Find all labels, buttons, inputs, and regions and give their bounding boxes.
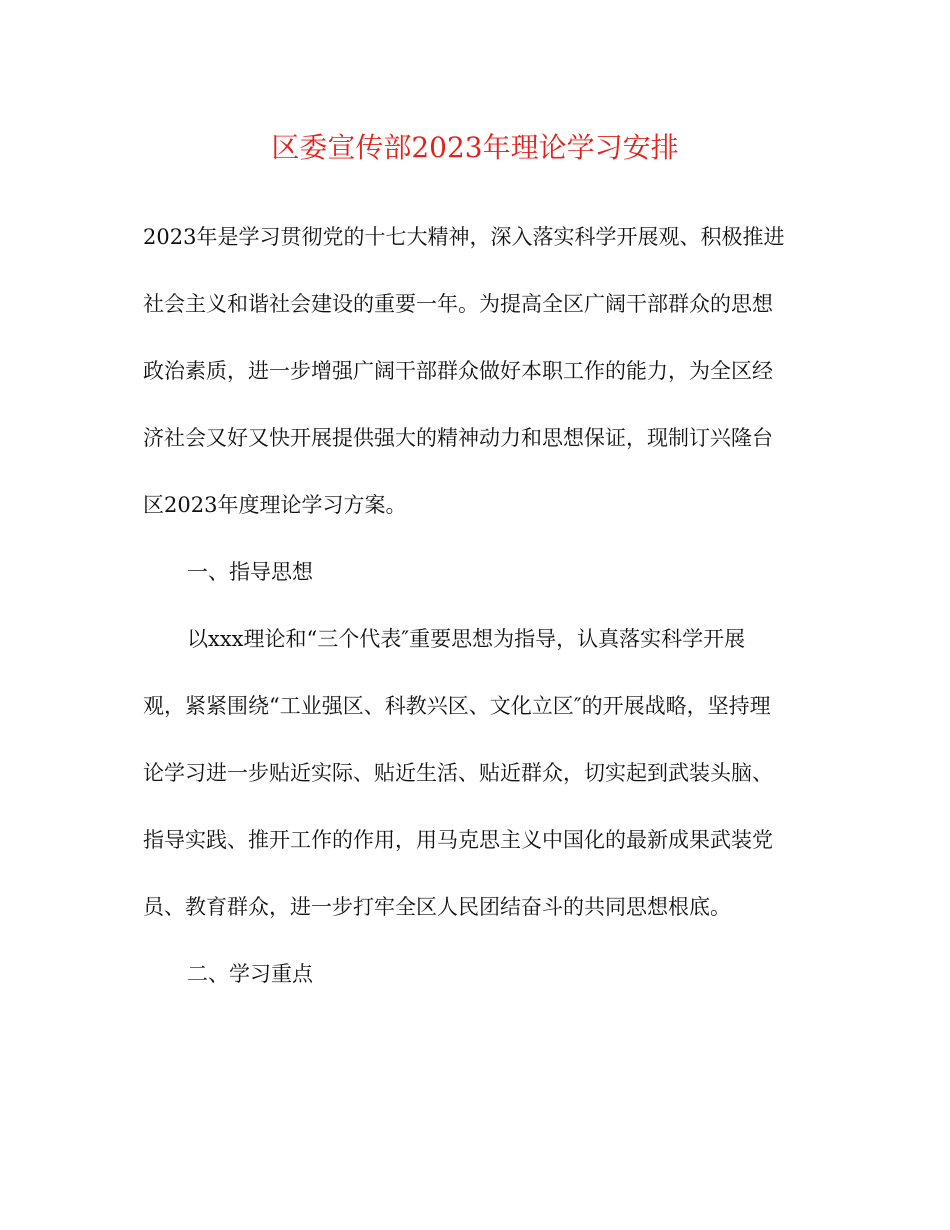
paragraph-line: 指导实践、推开工作的作用，用马克思主义中国化的最新成果武装党 [143,828,773,852]
document-title: 区委宣传部2023年理论学习安排 [271,131,679,164]
paragraph-line: 以xxx理论和“三个代表″重要思想为指导，认真落实科学开展 [187,627,746,651]
paragraph-line: 论学习进一步贴近实际、贴近生活、贴近群众，切实起到武装头脑、 [143,761,773,785]
paragraph-line: 员、教育群众，进一步打牢全区人民团结奋斗的共同思想根底。 [143,895,731,919]
paragraph-line: 社会主义和谐社会建设的重要一年。为提高全区广阔干部群众的思想 [143,292,773,316]
section-heading-study-focus: 二、学习重点 [187,962,313,986]
paragraph-line: 区2023年度理论学习方案。 [143,493,407,517]
paragraph-line: 济社会又好又快开展提供强大的精神动力和思想保证，现制订兴隆台 [143,426,773,450]
paragraph-line: 政治素质，进一步增强广阔干部群众做好本职工作的能力，为全区经 [143,359,773,383]
paragraph-line: 2023年是学习贯彻党的十七大精神，深入落实科学开展观、积极推进 [143,225,785,249]
section-heading-guiding-thought: 一、指导思想 [187,560,313,584]
paragraph-line: 观，紧紧围绕“工业强区、科教兴区、文化立区″的开展战略，坚持理 [143,694,771,718]
